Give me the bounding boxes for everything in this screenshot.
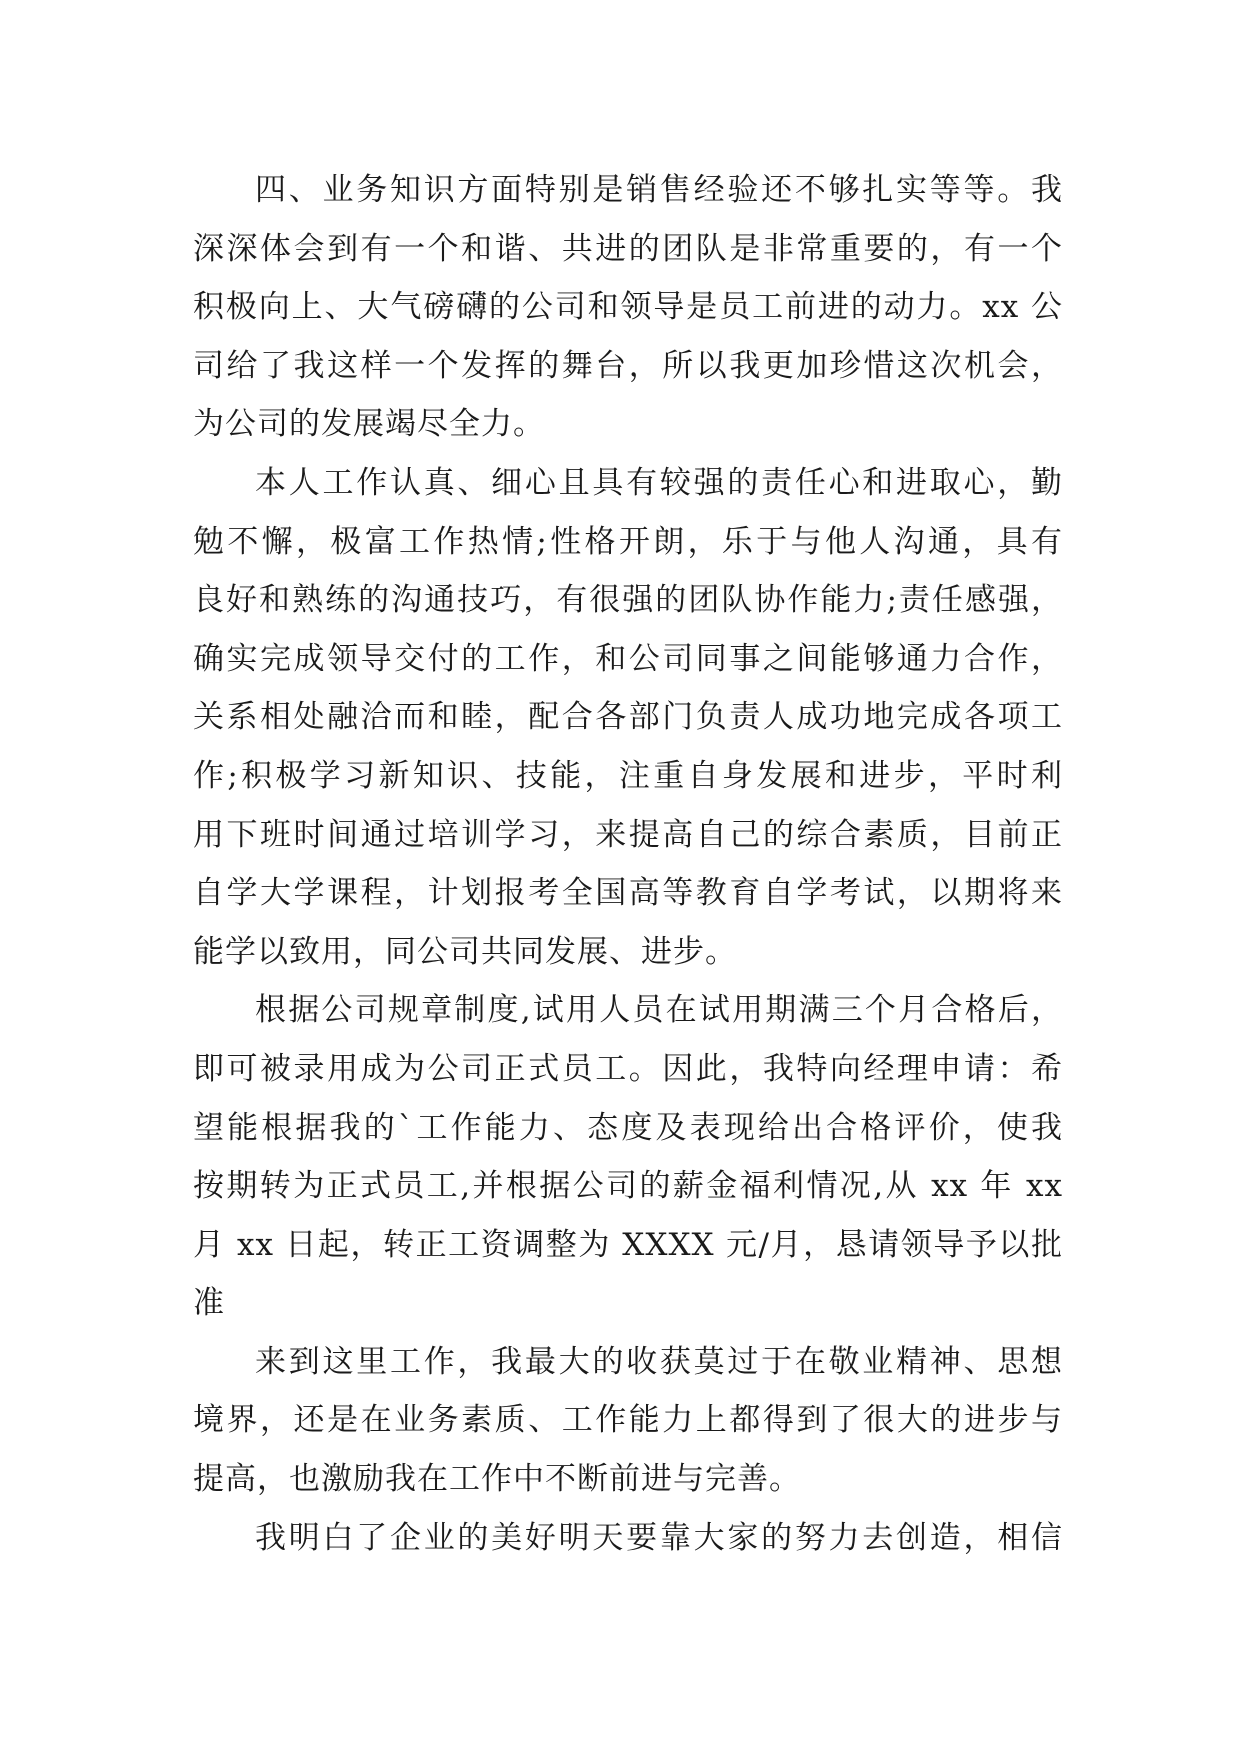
- paragraph-5: [193, 1509, 1063, 1568]
- paragraph-line: 即可被录用成为公司正式员工。因此，我特向经理申请：希: [193, 1050, 1063, 1087]
- paragraph-line: 作;积极学习新知识、技能，注重自身发展和进步，平时利: [193, 757, 1063, 794]
- document-body: [193, 161, 1063, 1567]
- paragraph-line: 用下班时间通过培训学习，来提高自己的综合素质，目前正: [193, 816, 1063, 853]
- paragraph-line: 准: [193, 1285, 225, 1322]
- paragraph-line: 关系相处融洽而和睦，配合各部门负责人成功地完成各项工: [193, 699, 1063, 736]
- paragraph-line: 能学以致用，同公司共同发展、进步。: [193, 933, 737, 970]
- paragraph-line: 四、业务知识方面特别是销售经验还不够扎实等等。我: [255, 172, 1063, 208]
- paragraph-line: 根据公司规章制度,试用人员在试用期满三个月合格后，: [255, 992, 1063, 1029]
- paragraph-line: 确实完成领导交付的工作，和公司同事之间能够通力合作，: [193, 640, 1063, 677]
- paragraph-line: 勉不懈，极富工作热情;性格开朗，乐于与他人沟通，具有: [193, 523, 1063, 560]
- paragraph-line: 我明白了企业的美好明天要靠大家的努力去创造，相信: [255, 1519, 1063, 1556]
- paragraph-3: [193, 981, 1063, 1333]
- paragraph-line: 为公司的发展竭尽全力。: [193, 406, 545, 443]
- paragraph-line: 境界，还是在业务素质、工作能力上都得到了很大的进步与: [193, 1402, 1063, 1439]
- paragraph-line: 自学大学课程，计划报考全国高等教育自学考试，以期将来: [193, 875, 1063, 912]
- paragraph-line: 本人工作认真、细心且具有较强的责任心和进取心，勤: [255, 464, 1063, 501]
- paragraph-line: 司给了我这样一个发挥的舞台，所以我更加珍惜这次机会，: [193, 347, 1063, 384]
- paragraph-line: 月 xx 日起，转正工资调整为 XXXX 元/月，恳请领导予以批: [193, 1226, 1063, 1263]
- paragraph-line: 提高，也激励我在工作中不断前进与完善。: [193, 1461, 801, 1498]
- paragraph-4: [193, 1333, 1063, 1509]
- paragraph-line: 良好和熟练的沟通技巧，有很强的团队协作能力;责任感强，: [193, 582, 1063, 619]
- paragraph-line: 积极向上、大气磅礴的公司和领导是员工前进的动力。xx 公: [193, 289, 1063, 326]
- paragraph-line: 深深体会到有一个和谐、共进的团队是非常重要的，有一个: [193, 230, 1063, 267]
- paragraph-line: 望能根据我的`工作能力、态度及表现给出合格评价，使我: [193, 1109, 1063, 1146]
- paragraph-2: [193, 454, 1063, 981]
- paragraph-1: [193, 161, 1063, 454]
- paragraph-line: 来到这里工作，我最大的收获莫过于在敬业精神、思想: [255, 1343, 1063, 1380]
- paragraph-line: 按期转为正式员工,并根据公司的薪金福利情况,从 xx 年 xx: [193, 1168, 1063, 1205]
